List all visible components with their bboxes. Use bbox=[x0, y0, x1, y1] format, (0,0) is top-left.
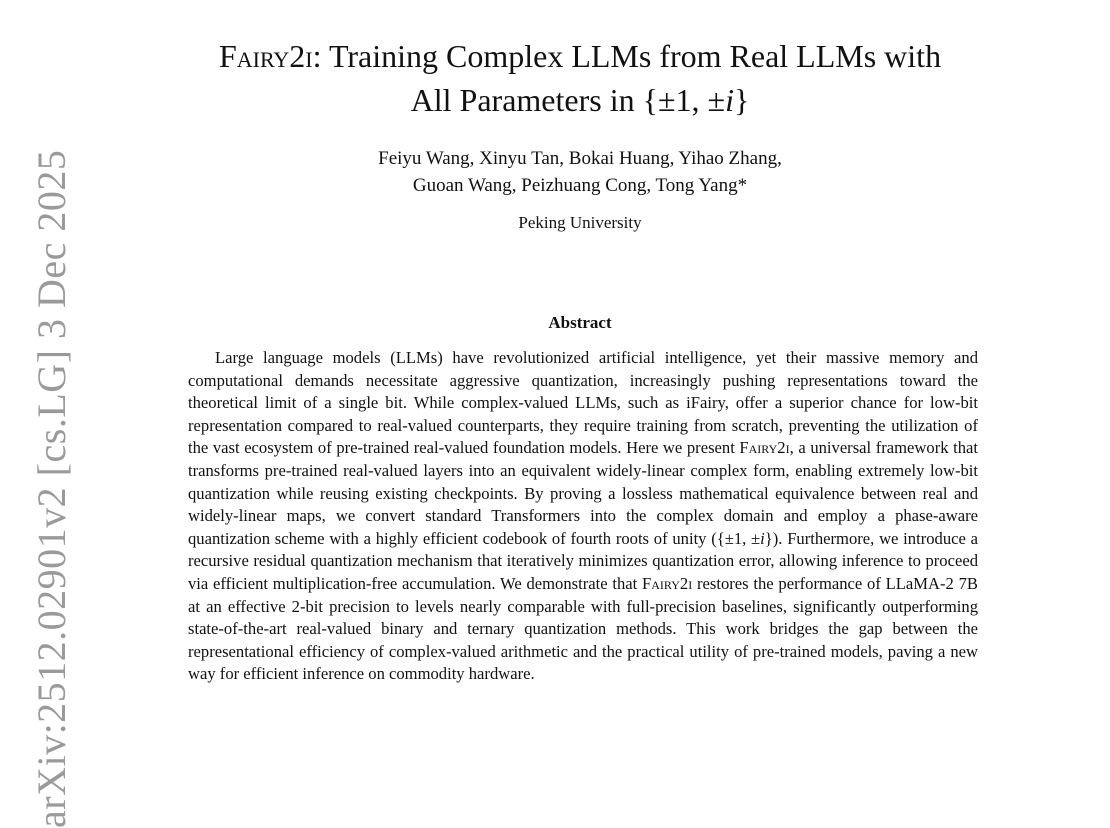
abstract-text-3: }). Furthermore, we introduce a recursive residual quantization mechanism that iteratively minimizes quantization error, allowing inference to proceed via efficient multiplication-free accumulation. We demonstrate that bbox=[188, 528, 978, 593]
abstract-text-2: , a universal framework that transforms pre-trained real-valued layers into an equivalent widely-linear complex form, enabling extremely low-bit quantization while reusing existing checkpoints. By proving a lossless mathematical equivalence between real and widely-linear maps, we convert standard Transformers into the complex domain and employ a phase-aware quantization scheme with a highly efficient codebook of fourth roots of unity ({±1, ± bbox=[188, 438, 979, 548]
authors-line-2: Guoan Wang, Peizhuang Cong, Tong Yang* bbox=[412, 175, 748, 196]
abstract-heading: Abstract bbox=[548, 313, 612, 332]
method-name-inline-2: Fairy2i bbox=[642, 573, 693, 593]
title-line-2-pre: All Parameters in {±1, ± bbox=[410, 82, 726, 118]
title-line-2 bbox=[120, 78, 1040, 122]
affiliation: Peking University bbox=[518, 213, 642, 232]
title-line-1-rest: : Training Complex LLMs from Real LLMs with bbox=[312, 38, 942, 74]
title-line-1 bbox=[120, 34, 1040, 78]
author-list bbox=[120, 145, 1040, 199]
abstract-text-4: restores the performance of LLaMA-2 7B at an effective 2-bit precision to levels nearly comparable with full-precision baselines, significantly outperforming state-of-the-art real-valued binary and ternary quantization methods. This work bridges the gap between the representational efficiency of complex-valued arithmetic and the practical utility of pre-trained models, paving a new way for efficient inference on commodity hardware. bbox=[188, 573, 978, 684]
paper-title bbox=[120, 34, 1040, 122]
method-name: Fairy2i bbox=[218, 38, 313, 74]
abstract-body bbox=[188, 347, 978, 686]
title-imag-unit: i bbox=[725, 82, 734, 118]
method-name-inline: Fairy2i bbox=[739, 438, 790, 458]
title-line-2-post: } bbox=[733, 82, 750, 118]
authors-line-1: Feiyu Wang, Xinyu Tan, Bokai Huang, Yihao Zhang, bbox=[378, 148, 782, 169]
imag-unit-inline: i bbox=[760, 528, 765, 548]
abstract-text-1: Large language models (LLMs) have revolutionized artificial intelligence, yet their massive memory and computational demands necessitate aggressive quantization, increasingly pushing representations toward the theoretical limit of a single bit. While complex-valued LLMs, such as iFairy, offer a superior chance for low-bit representation compared to real-valued counterparts, they require training from scratch, preventing the utilization of the vast ecosystem of pre-trained real-valued foundation models. Here we present bbox=[188, 348, 978, 458]
arxiv-identifier-stamp: arXiv:2512.02901v2 [cs.LG] 3 Dec 2025 bbox=[29, 149, 74, 828]
